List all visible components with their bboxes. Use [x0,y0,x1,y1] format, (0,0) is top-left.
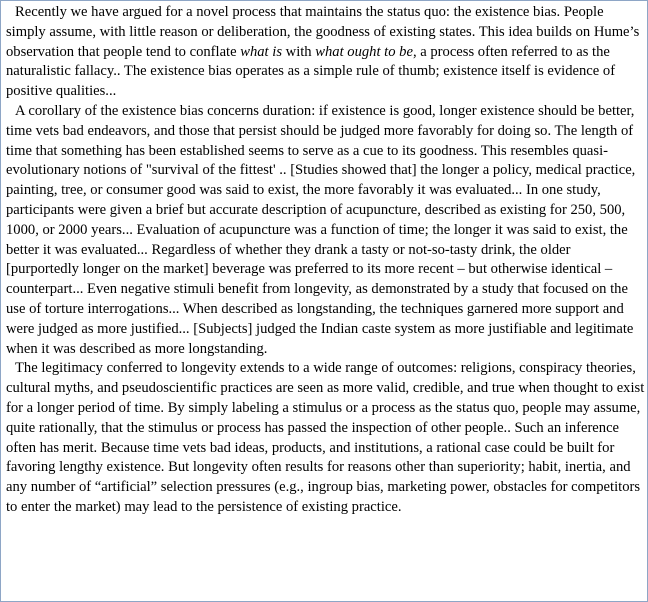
italic-what-ought-to-be: what ought to be [315,43,413,60]
paragraph-1 [6,3,646,102]
paragraph-1-part-c: , a process often referred to as the naturalistic fallacy.. The existence bias operates as a simple rule of thumb; existence itself is evidence of positive qualities... [6,43,616,100]
paragraph-1-part-b: with [282,43,316,60]
paragraph-2: A corollary of the existence bias concerns duration: if existence is good, longer existence should be better, time vets bad endeavors, and those that persist should be judged more favorably for doing so. The length of time that something has been established seems to serve as a cue to its goodness. This resembles quasi-evolutionary notions of "survival of the fittest' .. [Studies showed that] the longer a policy, medical practice, painting, tree, or consumer good was said to exist, the more favorably it was evaluated... In one study, participants were given a brief but accurate description of acupuncture, described as existing for 250, 500, 1000, or 2000 years... Evaluation of acupuncture was a function of time; the longer it was said to exist, the better it was evaluated... Regardless of whether they drank a tasty or not-so-tasty drink, the older [purportedly longer on the market] beverage was preferred to its more recent – but otherwise identical – counterpart... Even negative stimuli benefit from longevity, as demonstrated by a study that focused on the use of torture interrogations... When described as longstanding, the techniques garnered more support and were judged as more justified... [Subjects] judged the Indian caste system as more justifiable and legitimate when it was described as more longstanding. [6,102,636,357]
italic-what-is: what is [240,43,282,60]
document-body [6,3,646,518]
paragraph-1-part-a: Recently we have argued for a novel process that maintains the status quo: the existence bias. People simply assume, with little reason or deliberation, the goodness of existing states. This idea builds on Hume’s observation that people tend to conflate [6,4,640,60]
paragraph-3: The legitimacy conferred to longevity extends to a wide range of outcomes: religions, conspiracy theories, cultural myths, and pseudoscientific practices are seen as more valid, credible, and true when thought to exist for a longer period of time. By simply labeling a stimulus or a process as the status quo, people may assume, quite rationally, that the stimulus or process has passed the inspection of other people.. Such an inference often has merit. Because time vets bad ideas, products, and institutions, a rational case could be built for favoring lengthy existence. But longevity often results for reasons other than superiority; habit, inertia, and any number of “artificial” selection pressures (e.g., ingroup bias, marketing power, obstacles for competitors to enter the market) may lead to the persistence of existing practice. [6,360,645,515]
